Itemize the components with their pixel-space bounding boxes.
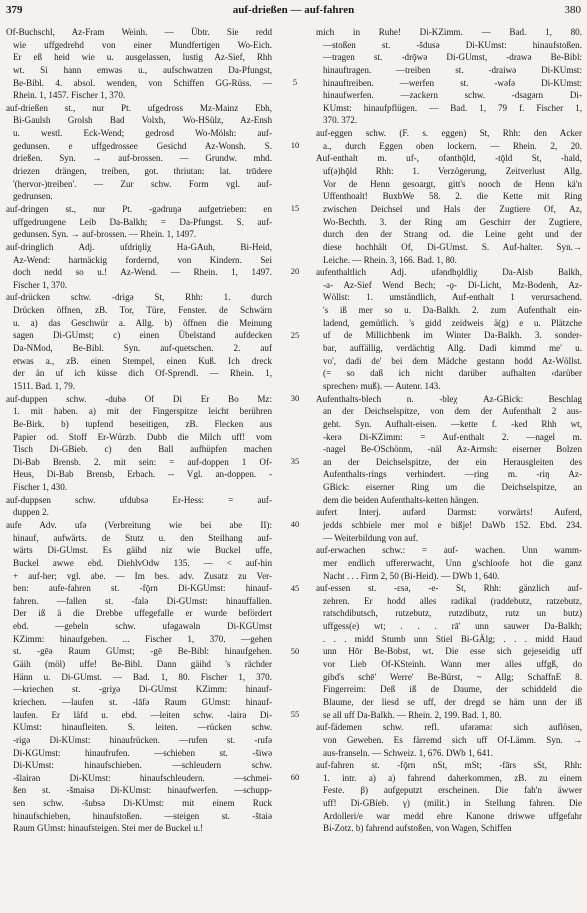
text-line: Auf-enthalt m. uf-, ofənthǭld, -tǭld St, -hald, xyxy=(316,153,582,164)
text-line: Hänn u. Di-GUmst. — Bad. 1, 80. Fischer 1, 370. xyxy=(13,671,272,682)
text-line: a., durch Eggen oben lockern. — Rhein. 2, 20. xyxy=(323,140,582,151)
text-line: Leiche. — Rhein. 3, 166. Bad. 1, 80. xyxy=(323,254,457,265)
text-line: uf(ə)hǭld Rhh: 1. Verzögerung, Zeitverlust Allg. xyxy=(323,166,582,177)
text-line: an der Deichselspitze, von dem der Aufenthalt 2 aus- xyxy=(323,406,582,417)
line-number: 30 xyxy=(290,392,300,403)
text-line: 's iß mer so u. Da-Balkh. 2. zum Aufenthalt ein- xyxy=(323,305,582,316)
text-line: Be-Bibl. 4. absol. wenden, von Schiffen GG-Rüss. — xyxy=(13,77,272,88)
text-line: -rigə Di-KUmst: hinaufrücken. —rufen st. -rufə xyxy=(13,734,272,745)
text-line: -nagel Be-OSchönm, -näl Az-Armsh: eiserner Bolzen xyxy=(323,444,582,455)
text-line: —stoßen st. -šdusə Di-KUmst: hinaufstoßen. xyxy=(323,39,582,50)
text-line: Be-Birk. b) tupfend beseitigen, zB. Flecken aus xyxy=(13,418,272,429)
line-number: 35 xyxy=(290,456,300,467)
line-number: 20 xyxy=(290,266,300,277)
running-header xyxy=(6,4,581,24)
text-line: ebd. —gebeln schw. ufəgawəln Di-KGUmst xyxy=(13,621,272,632)
text-line: jedds schbiele mer mol e bißje! DaWb 152. Ebd. 234. xyxy=(323,519,582,530)
text-line: durch den der Strang od. die Leine geht und der xyxy=(323,229,582,240)
text-line: Blaume, der liesd se uff, der dregd se häm unn der iß xyxy=(323,696,582,707)
text-line: aufert Interj. aufərd Darmst: vorwärts! Auferd, xyxy=(316,507,582,518)
text-line: an der Deichselspitze, der ein Herausgleiten des xyxy=(323,456,582,467)
text-line: hinauftragen. —treiben st. -draiwə Di-KUmst: xyxy=(323,64,582,75)
text-line: ßen st. -šmaisə Di-KUmst: hinaufwerfen. —schupp- xyxy=(13,785,272,796)
line-number: 40 xyxy=(290,519,300,530)
text-line: driezen drängen, treiben, got. thriutan: lat. trūdere xyxy=(13,166,272,177)
text-line: gedunsen. Syn. → auf-brossen. — Rhein. 1, 1497. xyxy=(13,229,197,240)
text-line: zehren. Er hodd alles radikal (raddebutz, ratzebutz, xyxy=(323,595,582,606)
text-line: Da-NMod, Be-Bibl. Syn. auf-quetschen. 2. auf xyxy=(13,343,272,354)
text-line: aus-franseln. — Schweiz. 1, 676. DWb 1, 641. xyxy=(323,747,493,758)
text-line: auf-dringlich Adj. ufdriŋliχ Ha-GAuh, Bi-Heid, xyxy=(6,241,272,252)
text-line: auf-essen st. -ɛsə, -e- St, Rhh: gänzlich auf- xyxy=(316,583,582,594)
text-line: dem die beiden Aufenthalts-ketten hängen. xyxy=(323,494,479,505)
text-line: auf-dringen st., nur Pt. -gədruŋə aufgetrieben: en xyxy=(6,203,272,214)
text-line: uff! Di-GBieb. γ) (milit.) in Stellung fahren. Die xyxy=(323,798,582,809)
page-number-left: 379 xyxy=(6,4,23,16)
text-line: Wöllst: 1. umständlich, Auf-enthalt 1 verursachend. xyxy=(323,292,582,303)
text-line: ratschdibutsch, rutzebutz, rutzdibutz, rutz un butz) xyxy=(323,608,582,619)
text-line: Aufenthalts-blech n. -bleχ Az-GBick: Beschlag xyxy=(316,393,582,404)
text-line: se all uff Da-Balkh. — Rhein. 2, 199. Bad. 1, 80. xyxy=(323,709,502,720)
text-line: vo', dadi de' bei dem Mädche gestann hodd Az-Wöllst. xyxy=(323,355,582,366)
text-line: -a- Az-Sief Wend Bech; -ǫ- Di-Licht, Mz-Bodenh, Az- xyxy=(323,279,582,290)
text-line: Gäih (möl) uffe! Be-Bibl. Dann gäihd 's rächder xyxy=(13,659,272,670)
line-number: 55 xyxy=(290,709,300,720)
text-line: KUmst: hinaufleiten. S. leiten. —rücken schw. xyxy=(13,722,272,733)
text-line: — Weiterbildung von auf. xyxy=(323,532,419,543)
text-line: u. westl. Eck-Wend; gedrosd Wo-Mölsh: auf- xyxy=(13,128,272,139)
text-line: Of-Buchschl, Az-Fram Weinh. — Übtr. Sie redd xyxy=(6,27,272,37)
text-line: Di-KUmst: hinaufschieben. —schleudern schw. xyxy=(13,760,272,771)
text-line: drießen. Syn. → auf-brossen. — Grundw. mhd. xyxy=(13,153,272,164)
text-line: diese hochhält Of, Di-GUmst. S. Auf-halter. Syn.→ xyxy=(323,241,582,252)
text-line: gedunsen. e uffgedrossee Gesichd Az-Wonsh. S. xyxy=(13,140,272,151)
left-column xyxy=(6,26,272,835)
text-line: Fischer 1, 370. xyxy=(13,279,68,290)
text-line: st. -gēə Raum GUmst; -gē Be-Bibl: hinaufgehen. xyxy=(13,646,272,657)
text-line: auf-drücken schw. -drigə St, Rhh: 1. durch xyxy=(6,292,272,303)
text-line: -šlairən Di-KUmst: hinaufschleudern. —schmei- xyxy=(13,772,272,783)
text-line: GBick: eiserner Ring um die Deichselspitze, an xyxy=(323,482,582,493)
page-number-right: 380 xyxy=(564,4,581,16)
line-number-gutter xyxy=(282,26,308,906)
text-line: Aufenthalts-rings verhindert. —ring m. -riŋ Az- xyxy=(323,469,582,480)
text-line: fahren. —fallen st. -falə Di-GUmst: hinauffallen. xyxy=(13,595,272,606)
text-line: ladend, gemütlich. 's gidd zeidweis ä(g) e u. Plätzche xyxy=(323,317,582,328)
text-line: 370. 372. xyxy=(323,115,358,126)
text-line: —tragen st. -drǭwə Di-GUmst, -drawə Be-Bibl: xyxy=(323,52,582,63)
text-line: hinaufschieben, hinaufstoßen. —steigen st. -štaiə xyxy=(13,810,272,821)
text-line: Bi-Gaulsh Grolsh Bad Volxh, Wo-HSülz, Az-Ensh xyxy=(13,115,272,126)
text-line: hinauf, aufwärts. de Stutz u. den Steilhang auf- xyxy=(13,532,272,543)
text-line: KUmst: hinaufpflügen. — Bad. 1, 79 f. Fischer 1, xyxy=(323,102,582,113)
text-line: Ardolleri/e war medd ehre Kanone driwwe uffgefahr xyxy=(323,810,582,821)
text-line: kriechen. —laufen st. -lāfə Raum GUmst: hinauf- xyxy=(13,696,272,707)
text-line: uffgedrungene Leib Da-Balkh; = Da-Pfungst. S. auf- xyxy=(13,216,272,227)
text-line: unn Hōr Be-Bobst, wt. Die esse sich gejeseidig uff xyxy=(323,646,582,657)
text-line: wärts Di-GUmst. Es gäihd niz wie Buckel uffe, xyxy=(13,545,272,556)
text-line: von Geweben. Es färremd sich uff Of-Lämm. Syn. → xyxy=(323,734,582,745)
text-line: auf-duppsen schw. ufdubsə Er-Hess: = auf- xyxy=(6,494,272,505)
text-line: gedrunsen. xyxy=(13,191,53,202)
text-line: bar, auffällig, verdächtig Allg. Dadi kimmd me' u. xyxy=(323,343,582,354)
text-line: Nacht . . . Firm 2, 50 (Bi-Heid). — DWb 1, 640. xyxy=(323,570,500,581)
text-line: (= so daß ich nicht darüber aufhalten ‹darüber xyxy=(323,368,582,379)
text-line: Feste. β) aufgeputzt erscheinen. Die fah'n äwwer xyxy=(323,785,582,796)
text-line: Drücken öffnen, zB. Tor, Türe, Fenster. de Schwärn xyxy=(13,305,272,316)
text-line: Fischer 1, 430. xyxy=(13,482,68,493)
text-line: doch nedd so u.! Az-Wend. — Rhein. 1, 1497. xyxy=(13,267,272,278)
text-line: Papier od. Stoff Er-Würzb. Dubb die Milch uff! vom xyxy=(13,431,272,442)
text-line: Buckel awwe ebd. DiehlvOdw 135. — < auf-hin xyxy=(13,557,272,568)
text-line: aufe Adv. ufə (Verbreitung wie bei abe II): xyxy=(6,519,272,530)
text-line: auf-fahren st. -fǭrn nSt, mSt; -fārs sSt, Rhh: xyxy=(316,760,582,771)
text-line: 1511. Bad. 1, 79. xyxy=(13,380,76,391)
text-line: Vor de Henn gesoargt, gitt's nooch de Henn kä'n xyxy=(323,178,582,189)
text-line: Heus, Di-Bab Brensb, Erbach. -- Vgl. an-doppen. - xyxy=(13,469,272,480)
text-line: zwischen Deichsel und Hals der Zugtiere Of, Az, xyxy=(323,203,582,214)
text-line: hinaufwerfen. —zackern schw. -dsagərn Di- xyxy=(323,90,582,101)
text-line: aufenthaltlich Adj. ufəndhǫldliχ Da-Alsb Balkh, xyxy=(316,267,582,278)
text-line: ben: aufe-fahren st. -fǭrn Di-KGUmst: hinauf- xyxy=(13,583,272,594)
text-line: etwas a., zB. einen Stempel, einen Kuß. Ich dreck xyxy=(13,355,272,366)
text-line: Raum GUmst: hinaufsteigen. Stei mer de Buckel u.! xyxy=(13,823,204,834)
line-number: 50 xyxy=(290,645,300,656)
text-line: Az-Wend: hartnäckig fordernd, von Kindern. Sei xyxy=(13,254,272,265)
text-line: '(hervor-)treiben'. — Zur schw. Form vgl. auf- xyxy=(13,178,272,189)
text-line: uffgess(e) wt; . . . rā' unn sauwer Da-Balkh; xyxy=(323,621,582,632)
text-line: sprechen› muß). — Autenr. 143. xyxy=(323,380,441,391)
text-line: Fingerreim: Deß iß de Daume, der schiddeld die xyxy=(323,684,582,695)
text-line: uf de Millichbenk im Winter Da-Balkh. 3. sonder- xyxy=(323,330,582,341)
text-line: —kriechen st. -griχə Di-GUmst KZimm: hinauf- xyxy=(13,684,272,695)
text-line: Uffenthoalt! BuxbWe 58. 2. die Kette mit Ring xyxy=(323,191,582,202)
text-line: wie uffgedrehd von einer Mundfertigen Wo-Eich. xyxy=(13,39,272,50)
line-number: 60 xyxy=(290,772,300,783)
text-line: wt. Si hann emwas u., aufschwatzen Da-Pfungst, xyxy=(13,64,272,75)
text-line: -kerə Di-KZimm: = Auf-enthalt 2. —nagel m. xyxy=(323,431,582,442)
line-number: 5 xyxy=(292,76,298,87)
text-line: Tisch Di-GBieb. c) den Ball aufhüpfen machen xyxy=(13,444,272,455)
text-line: Bi-Zotz. b) fahrend aufstoßen, von Wagen, Schiffen xyxy=(323,823,512,834)
text-line: auf-drießen st., nur Pt. ufgedross Mz-Mainz Ebh, xyxy=(6,102,272,113)
line-number: 25 xyxy=(290,329,300,340)
line-number: 10 xyxy=(290,139,300,150)
text-line: auf-eggen schw. (F. s. eggen) St, Rhh: den Acker xyxy=(316,128,582,139)
text-line: mich in Ruhe! Di-KZimm. — Bad. 1, 80. xyxy=(316,27,582,37)
text-line: mer endlich uffererwacht, Unn g'schloofe hot die ganz xyxy=(323,557,582,568)
text-line: 1. intr. a) a) fahrend daherkommen, zB. zu einem xyxy=(323,772,582,783)
text-line: Rhein. 1, 1457. Fischer 1, 370. xyxy=(13,90,126,101)
text-line: auf-duppen schw. -dubə Of Di Er Bo Mz: xyxy=(6,393,272,404)
text-line: gibd's schē' Werre' Be-Bürst, ~ Allg; SchaffnE 8. xyxy=(323,671,582,682)
text-line: Er eß heid wie u. ausgelassen, lustig Az-Sief, Rhh xyxy=(13,52,272,63)
text-line: auf-erwachen schw.: = auf- wachen. Unn wamm- xyxy=(316,545,582,556)
text-line: laufen. Er läfd u. ebd. —leiten schw. -lairə Di- xyxy=(13,709,272,720)
text-line: 1. mit haben. a) mit der Fingerspitze leicht berühren xyxy=(13,406,272,417)
text-line: + auf-her; vgl. abe. — Im bes. adv. Zusatz zu Ver- xyxy=(13,570,272,581)
text-line: sagen Di-GUmst; c) einen Übelstand aufdecken xyxy=(13,330,272,341)
right-column xyxy=(316,26,582,835)
text-line: der än uf ich küsse dich Of-Sprendl. — Rhein. 1, xyxy=(13,368,272,379)
line-number: 45 xyxy=(290,582,300,593)
text-line: vor Lieb Of-KSteinh. Wann mer alles uffgß, do xyxy=(323,659,582,670)
text-line: Di-Bab Brensb. 2. mit sein: = auf-doppen 1 Of- xyxy=(13,456,272,467)
text-line: u. a) das Geschwür a. Allg. b) öffnen die Meinung xyxy=(13,317,272,328)
text-line: KZimm: hinaufgeben. ... Fischer 1, 370. —gehen xyxy=(13,633,272,644)
text-line: Di-KGUmst: hinaufrufen. —schieben st. -šiwə xyxy=(13,747,272,758)
text-line: duppen 2. xyxy=(13,507,49,518)
text-line: geht. Syn. Aufhalt-eisen. —kette f. -ked Rhh wt, xyxy=(323,418,582,429)
text-line: auf-fädemen schw. refl. ufərəmə: sich auflösen, xyxy=(316,722,582,733)
text-line: hinauftreiben. —werfen st. -wəfə Di-KUmst: xyxy=(323,77,582,88)
running-title: auf-drießen — auf-fahren xyxy=(232,4,355,16)
text-line: . . . midd Stumb unn Stiel Bi-GÄlg; . . . midd Haud xyxy=(323,633,582,644)
text-line: Wo-Bechth. 3. der Ring am Geschirr der Zugtiere, xyxy=(323,216,582,227)
line-number: 15 xyxy=(290,203,300,214)
text-line: Der iß ä die Drebbe uffegefalle er wurde befördert xyxy=(13,608,272,619)
text-line: sen schw. -šubsə Di-KUmst: mit einem Ruck xyxy=(13,798,272,809)
